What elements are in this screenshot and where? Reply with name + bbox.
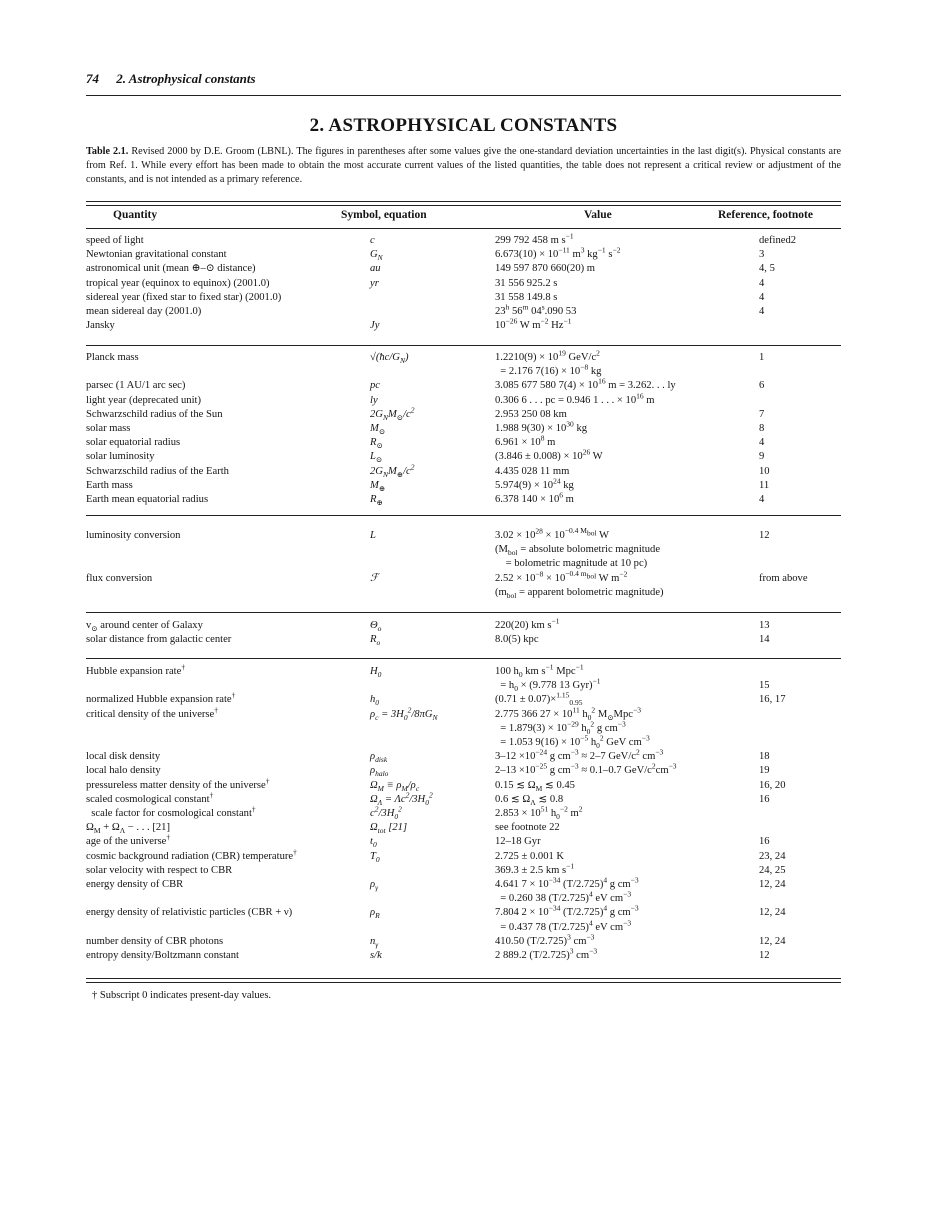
- quantity-cell: age of the universe†: [86, 832, 171, 848]
- table-row: [86, 633, 841, 647]
- quantity-cell: critical density of the universe†: [86, 705, 219, 720]
- symbol-cell: $\rho_{disk}$: [370, 751, 388, 765]
- reference-cell: 16: [759, 793, 770, 805]
- value-cell: ($m_{bol}$ = apparent bolometric magnitude): [495, 586, 664, 600]
- value-cell: $6.961 \times 10^8$ m: [495, 433, 556, 449]
- quantity-cell: solar luminosity: [86, 451, 155, 463]
- quantity-cell: number density of CBR photons: [86, 935, 224, 947]
- column-header-quantity: Quantity: [113, 209, 158, 221]
- value-cell: 31 558 149.8 s: [495, 291, 558, 303]
- table-group: [86, 526, 841, 600]
- value-cell: see footnote 22: [495, 822, 560, 834]
- reference-cell: 12, 24: [759, 907, 786, 919]
- table-row: [86, 405, 841, 422]
- value-cell: 23$^h$ 56$^m$ 04$^s$.090 53: [495, 302, 577, 318]
- value-cell: ($M_{bol}$ = absolute bolometric magnitude: [495, 544, 661, 558]
- value-cell: 2 889.2 $(T/2.725)^3$ $cm^{-3}$: [495, 946, 598, 962]
- quantity-cell: normalized Hubble expansion rate†: [86, 690, 236, 706]
- reference-cell: 6: [759, 380, 765, 392]
- symbol-cell: $h_0$: [370, 694, 380, 708]
- reference-cell: 12: [759, 950, 770, 962]
- reference-cell: 4: [759, 306, 765, 318]
- value-cell: 2.953 250 08 km: [495, 408, 567, 420]
- symbol-cell: $\rho_R$: [370, 907, 380, 921]
- table-row: [86, 277, 841, 291]
- reference-cell: 8: [759, 423, 765, 435]
- table-row: [86, 719, 841, 736]
- group-divider: [86, 658, 841, 659]
- reference-cell: [759, 557, 841, 571]
- table-group: [86, 231, 841, 333]
- reference-cell: 4: [759, 494, 765, 506]
- quantity-cell: astronomical unit (mean ⊕–⊙ distance): [86, 263, 256, 275]
- table-row: [86, 903, 841, 921]
- reference-cell: 4: [759, 277, 765, 289]
- table-row: [86, 557, 841, 571]
- symbol-cell: $2G_NM_\oplus/c^2$: [370, 462, 415, 479]
- table-row: [86, 231, 841, 248]
- symbol-cell: ly: [370, 394, 378, 406]
- symbol-cell: $R_o$: [370, 634, 381, 648]
- reference-cell: [759, 543, 841, 557]
- table-row: [86, 676, 841, 694]
- symbol-cell: L: [370, 530, 376, 541]
- symbol-cell: au: [370, 263, 381, 275]
- reference-cell: 16, 17: [759, 694, 786, 706]
- symbol-cell: [370, 892, 495, 906]
- reference-cell: [759, 807, 841, 821]
- column-header-value: Value: [584, 209, 612, 221]
- table-group: [86, 616, 841, 648]
- reference-cell: 9: [759, 451, 765, 463]
- symbol-cell: ℱ: [370, 572, 379, 584]
- quantity-cell: mean sidereal day (2001.0): [86, 306, 202, 318]
- quantity-cell: scaled cosmological constant†: [86, 790, 214, 805]
- value-cell: $2.853 \times 10^{51}$ $h_0^{-2}$ $m^2$: [495, 804, 583, 822]
- quantity-cell: [86, 736, 370, 750]
- reference-cell: [759, 722, 841, 736]
- reference-cell: from above: [759, 572, 808, 584]
- quantity-cell: light year (deprecated unit): [86, 394, 202, 406]
- table-row: [86, 733, 841, 751]
- table-row: [86, 804, 841, 822]
- table-row: [86, 391, 841, 408]
- quantity-cell: [86, 543, 370, 557]
- symbol-cell: $\rho_c = 3H_0^2/8\pi G_N$: [370, 705, 438, 722]
- quantity-cell: Earth mass: [86, 479, 133, 491]
- reference-cell: [759, 665, 841, 679]
- table-row: [86, 526, 841, 543]
- symbol-cell: $M_⊙$: [370, 423, 386, 437]
- symbol-cell: [370, 586, 495, 600]
- quantity-cell: solar equatorial radius: [86, 437, 181, 449]
- quantity-cell: solar velocity with respect to CBR: [86, 864, 233, 876]
- reference-cell: 1: [759, 352, 765, 363]
- table-row: [86, 462, 841, 479]
- table-row: [86, 747, 841, 765]
- quantity-cell: entropy density/Boltzmann constant: [86, 950, 239, 962]
- quantity-cell: cosmic background radiation (CBR) temperature†: [86, 847, 297, 862]
- reference-cell: [759, 708, 841, 722]
- table-row: [86, 946, 841, 963]
- quantity-cell: [86, 679, 370, 693]
- quantity-cell: Planck mass: [86, 352, 139, 363]
- symbol-cell: $\rho_{halo}$: [370, 765, 389, 779]
- value-cell: 0.6 ≲ $\Omega_\Lambda$ ≲ 0.8: [495, 793, 564, 807]
- value-cell: 4.435 028 11 mm: [495, 465, 570, 477]
- group-divider: [86, 612, 841, 613]
- column-header-reference: Reference, footnote: [718, 209, 813, 221]
- value-cell: 4.641 $7 \times 10^{-34}$ $(T/2.725)^4$ g $cm^{-3}$: [495, 875, 639, 891]
- reference-cell: [759, 319, 841, 333]
- value-cell: = bolometric magnitude at 10 pc): [495, 558, 648, 570]
- table-row: [86, 616, 841, 634]
- reference-cell: [759, 736, 841, 750]
- symbol-cell: $G_N$: [370, 249, 383, 263]
- table-row: [86, 291, 841, 305]
- symbol-cell: $2G_NM_⊙/c^2$: [370, 405, 415, 422]
- value-cell: (0.71 ± 0.07)×$^{1.15}_{0.95}$: [495, 690, 583, 708]
- table-row: [86, 569, 841, 586]
- table-row: [86, 543, 841, 557]
- reference-cell: [759, 365, 841, 379]
- table-row: [86, 302, 841, 319]
- value-cell: 6.378 $140 \times 10^6$ m: [495, 490, 574, 506]
- quantity-cell: Jansky: [86, 320, 115, 332]
- table-row: [86, 861, 841, 878]
- symbol-cell: $\Omega_\Lambda = \Lambda c^2/3H_0^2$: [370, 790, 433, 807]
- group-divider: [86, 345, 841, 346]
- value-cell: 2.775 366 $27 \times 10^{11}$ $h_0^2$ $M_⊙Mpc^{-3}$: [495, 705, 641, 722]
- reference-cell: 12: [759, 530, 770, 541]
- value-cell: 2.725 ± 0.001 K: [495, 850, 565, 862]
- table-row: [86, 447, 841, 465]
- table-bottom-rule-2: [86, 982, 841, 983]
- quantity-cell: sidereal year (fixed star to fixed star) (2001.0): [86, 291, 282, 303]
- table-row: [86, 262, 841, 276]
- value-cell: 149 597 870 660(20) m: [495, 263, 596, 275]
- quantity-cell: $v_⊙$ around center of Galaxy: [86, 620, 203, 634]
- reference-cell: 19: [759, 765, 770, 777]
- table-row: [86, 821, 841, 835]
- symbol-cell: [370, 679, 495, 693]
- value-cell: = $h_0 \times (9.778$ 13 Gyr)$^{-1}$: [495, 676, 601, 694]
- reference-cell: [759, 821, 841, 835]
- value-cell: 7.804 $2 \times 10^{-34}$ $(T/2.725)^4$ g $cm^{-3}$: [495, 903, 639, 919]
- table-row: [86, 761, 841, 779]
- symbol-cell: s/k: [370, 950, 382, 962]
- symbol-cell: $c^2/3H_0^2$: [370, 804, 402, 822]
- reference-cell: defined2: [759, 235, 797, 246]
- value-cell: $3-12 \times 10^{-24}$ g $cm^{-3} \approx 2-7$ GeV/$c^2$ $cm^{-3}$: [495, 747, 664, 763]
- quantity-cell: solar mass: [86, 423, 131, 435]
- reference-cell: 10: [759, 465, 770, 477]
- table-row: [86, 832, 841, 850]
- quantity-cell: speed of light: [86, 235, 144, 246]
- symbol-cell: [370, 291, 495, 305]
- symbol-cell: [370, 736, 495, 750]
- symbol-cell: [370, 543, 495, 557]
- reference-cell: 3: [759, 249, 765, 261]
- reference-cell: [759, 394, 841, 408]
- table-row: [86, 316, 841, 333]
- quantity-cell: flux conversion: [86, 572, 153, 584]
- symbol-cell: [370, 365, 495, 379]
- page-title: 2. ASTROPHYSICAL CONSTANTS: [309, 115, 618, 136]
- table-row: [86, 690, 841, 708]
- quantity-cell: [86, 557, 370, 571]
- table-row: [86, 362, 841, 379]
- reference-cell: 4: [759, 437, 765, 449]
- reference-cell: 7: [759, 408, 765, 420]
- value-cell: = $1.879(3) \times 10^{-29}$ $h_0^2$ g $cm^{-3}$: [495, 719, 626, 736]
- quantity-cell: Newtonian gravitational constant: [86, 249, 227, 261]
- quantity-cell: $\Omega_M + \Omega_\Lambda$ − . . . [21]: [86, 822, 170, 836]
- reference-cell: 4, 5: [759, 263, 775, 275]
- quantity-cell: [86, 892, 370, 906]
- quantity-cell: energy density of CBR: [86, 879, 184, 891]
- reference-cell: [759, 586, 841, 600]
- quantity-cell: local halo density: [86, 765, 161, 777]
- quantity-cell: Hubble expansion rate†: [86, 662, 186, 677]
- quantity-cell: [86, 722, 370, 736]
- symbol-cell: pc: [370, 380, 380, 392]
- symbol-cell: $M_\oplus$: [370, 479, 386, 493]
- quantity-cell: Schwarzschild radius of the Sun: [86, 408, 223, 420]
- table-row: [86, 376, 841, 393]
- reference-cell: 4: [759, 291, 765, 303]
- symbol-cell: c: [370, 235, 375, 246]
- table-top-rule-2: [86, 205, 841, 206]
- reference-cell: 12, 24: [759, 879, 786, 891]
- value-cell: = 1.053 $9(16) \times 10^{-5}$ $h_0^2$ GeV $cm^{-3}$: [495, 733, 650, 751]
- reference-cell: [759, 892, 841, 906]
- table-row: [86, 245, 841, 263]
- reference-cell: 13: [759, 620, 770, 631]
- table-caption: [86, 145, 841, 186]
- reference-cell: 15: [759, 680, 770, 692]
- value-cell: 8.0(5) kpc: [495, 634, 539, 646]
- value-cell: 100 $h_0$ km $s^{-1}$ Mpc$^{-1}$: [495, 662, 584, 680]
- quantity-cell: tropical year (equinox to equinox) (2001.0): [86, 277, 270, 289]
- quantity-cell: [86, 586, 370, 600]
- value-cell: 3.085 677 580 $7(4) \times 10^{16}$ m = 3.262. . . ly: [495, 376, 676, 392]
- value-cell: $10^{-26}$ W $m^{-2}$ $Hz^{-1}$: [495, 316, 572, 332]
- symbol-cell: $R_\oplus$: [370, 494, 383, 508]
- symbol-cell: [370, 557, 495, 571]
- reference-cell: 23, 24: [759, 850, 786, 862]
- table-row: [86, 433, 841, 451]
- value-cell: 369.3 ± 2.5 km $s^{-1}$: [495, 861, 575, 876]
- reference-cell: 24, 25: [759, 864, 786, 876]
- table-row: [86, 918, 841, 935]
- table-row: [86, 889, 841, 906]
- symbol-cell: [370, 722, 495, 736]
- reference-cell: 12, 24: [759, 935, 786, 947]
- quantity-cell: Earth mean equatorial radius: [86, 494, 209, 506]
- value-cell: $2.52 \times 10^{-8} \times 10^{-0.4 m_{bol}}$ W $m^{-2}$: [495, 569, 628, 584]
- quantity-cell: luminosity conversion: [86, 530, 181, 541]
- symbol-cell: yr: [370, 277, 379, 289]
- reference-cell: 16, 20: [759, 779, 786, 791]
- value-cell: $1.2210(9) \times 10^{19}$ GeV/$c^2$: [495, 348, 600, 363]
- value-cell: $(3.846 \pm 0.008) \times 10^{26}$ W: [495, 447, 603, 463]
- symbol-cell: $\rho_\gamma$: [370, 879, 379, 893]
- value-cell: = 0.260 38 $(T/2.725)^4$ eV $cm^{-3}$: [495, 889, 632, 905]
- symbol-cell: [370, 921, 495, 935]
- value-cell: = 0.437 78 $(T/2.725)^4$ eV $cm^{-3}$: [495, 918, 632, 933]
- table-row: [86, 776, 841, 793]
- running-header: [86, 71, 841, 87]
- table-group: [86, 348, 841, 508]
- table-row: [86, 348, 841, 366]
- symbol-cell: [370, 305, 495, 319]
- value-cell: $2-13 \times 10^{-25}$ g $cm^{-3} \approx 0.1-0.7$ GeV/$c^2cm^{-3}$: [495, 761, 677, 777]
- table-row: [86, 847, 841, 864]
- symbol-cell: $\Omega_{tot}$ [21]: [370, 822, 408, 836]
- symbol-cell: $T_0$: [370, 850, 380, 864]
- table-row: [86, 790, 841, 807]
- reference-cell: 16: [759, 836, 770, 848]
- footnote: † Subscript 0 indicates present-day values.: [92, 990, 272, 1001]
- reference-cell: 11: [759, 479, 770, 491]
- quantity-cell: solar distance from galactic center: [86, 634, 232, 646]
- group-divider: [86, 515, 841, 516]
- table-bottom-rule: [86, 978, 841, 979]
- quantity-cell: scale factor for cosmological constant†: [86, 804, 256, 820]
- value-cell: 31 556 925.2 s: [495, 277, 558, 289]
- value-cell: 12–18 Gyr: [495, 836, 541, 848]
- quantity-cell: pressureless matter density of the universe†: [86, 776, 270, 791]
- quantity-cell: Schwarzschild radius of the Earth: [86, 465, 229, 477]
- page-number: 74: [86, 71, 99, 86]
- table-row: [86, 705, 841, 722]
- symbol-cell: $L_⊙$: [370, 451, 383, 465]
- symbol-cell: $n_\gamma$: [370, 935, 379, 949]
- table-label: Table 2.1.: [86, 146, 129, 157]
- reference-cell: [759, 921, 841, 935]
- value-cell: 299 792 458 m $s^{-1}$: [495, 231, 574, 246]
- value-cell: 0.306 6 . . . pc = 0.946 1 . . . × $10^{16}$ m: [495, 391, 655, 406]
- value-cell: 1.988 $9(30) \times 10^{30}$ kg: [495, 419, 588, 435]
- quantity-cell: [86, 921, 370, 935]
- table-row: [86, 490, 841, 508]
- value-cell: 220(20) km $s^{-1}$: [495, 616, 560, 631]
- caption-text: Revised 2000 by D.E. Groom (LBNL). The figures in parentheses after some values give the one-standard deviation uncertainties in the last digit(s). Physical constants are from Ref. 1. While every effort has been made to obtain the most accurate current values of the listed quantities, the table does not represent a critical review or adjustment of the constants, and is not intended as a primary reference.: [86, 146, 841, 185]
- symbol-cell: $t_0$: [370, 836, 377, 850]
- symbol-cell: $√(ħc/G_N)$: [370, 352, 409, 366]
- table-group: [86, 662, 841, 963]
- symbol-cell: [370, 864, 495, 878]
- symbol-cell: $H_0$: [370, 666, 382, 680]
- reference-cell: 14: [759, 634, 770, 646]
- value-cell: = 2.176 $7(16) \times 10^{-8}$ kg: [495, 362, 602, 378]
- header-bottom-rule: [86, 228, 841, 229]
- running-title: 2. Astrophysical constants: [116, 71, 256, 86]
- header-rule: [86, 95, 841, 96]
- table-row: [86, 662, 841, 680]
- value-cell: 410.50 $(T/2.725)^3$ $cm^{-3}$: [495, 932, 595, 947]
- value-cell: $5.974(9) \times 10^{24}$ kg: [495, 476, 574, 491]
- table-row: [86, 476, 841, 493]
- reference-cell: 18: [759, 751, 770, 763]
- symbol-cell: $R_⊙$: [370, 437, 383, 451]
- quantity-cell: [86, 365, 370, 379]
- table-row: [86, 875, 841, 893]
- symbol-cell: $\Theta_o$: [370, 620, 382, 634]
- table-row: [86, 586, 841, 600]
- value-cell: $6.673(10) \times 10^{-11}$ $m^3$ $kg^{-1}$ $s^{-2}$: [495, 245, 621, 261]
- quantity-cell: local disk density: [86, 751, 161, 763]
- quantity-cell: parsec (1 AU/1 arc sec): [86, 380, 186, 392]
- value-cell: $3.02 \times 10^{28} \times 10^{-0.4 M_{bol}}$ W: [495, 526, 609, 541]
- column-header-symbol: Symbol, equation: [341, 209, 427, 221]
- table-row: [86, 932, 841, 949]
- symbol-cell: $\Omega_M \equiv \rho_M/\rho_c$: [370, 779, 420, 793]
- table-top-rule: [86, 201, 841, 202]
- symbol-cell: Jy: [370, 320, 380, 332]
- table-row: [86, 419, 841, 437]
- value-cell: 0.15 ≲ $\Omega_M$ ≲ 0.45: [495, 779, 575, 793]
- quantity-cell: energy density of relativistic particles (CBR + ν): [86, 907, 293, 919]
